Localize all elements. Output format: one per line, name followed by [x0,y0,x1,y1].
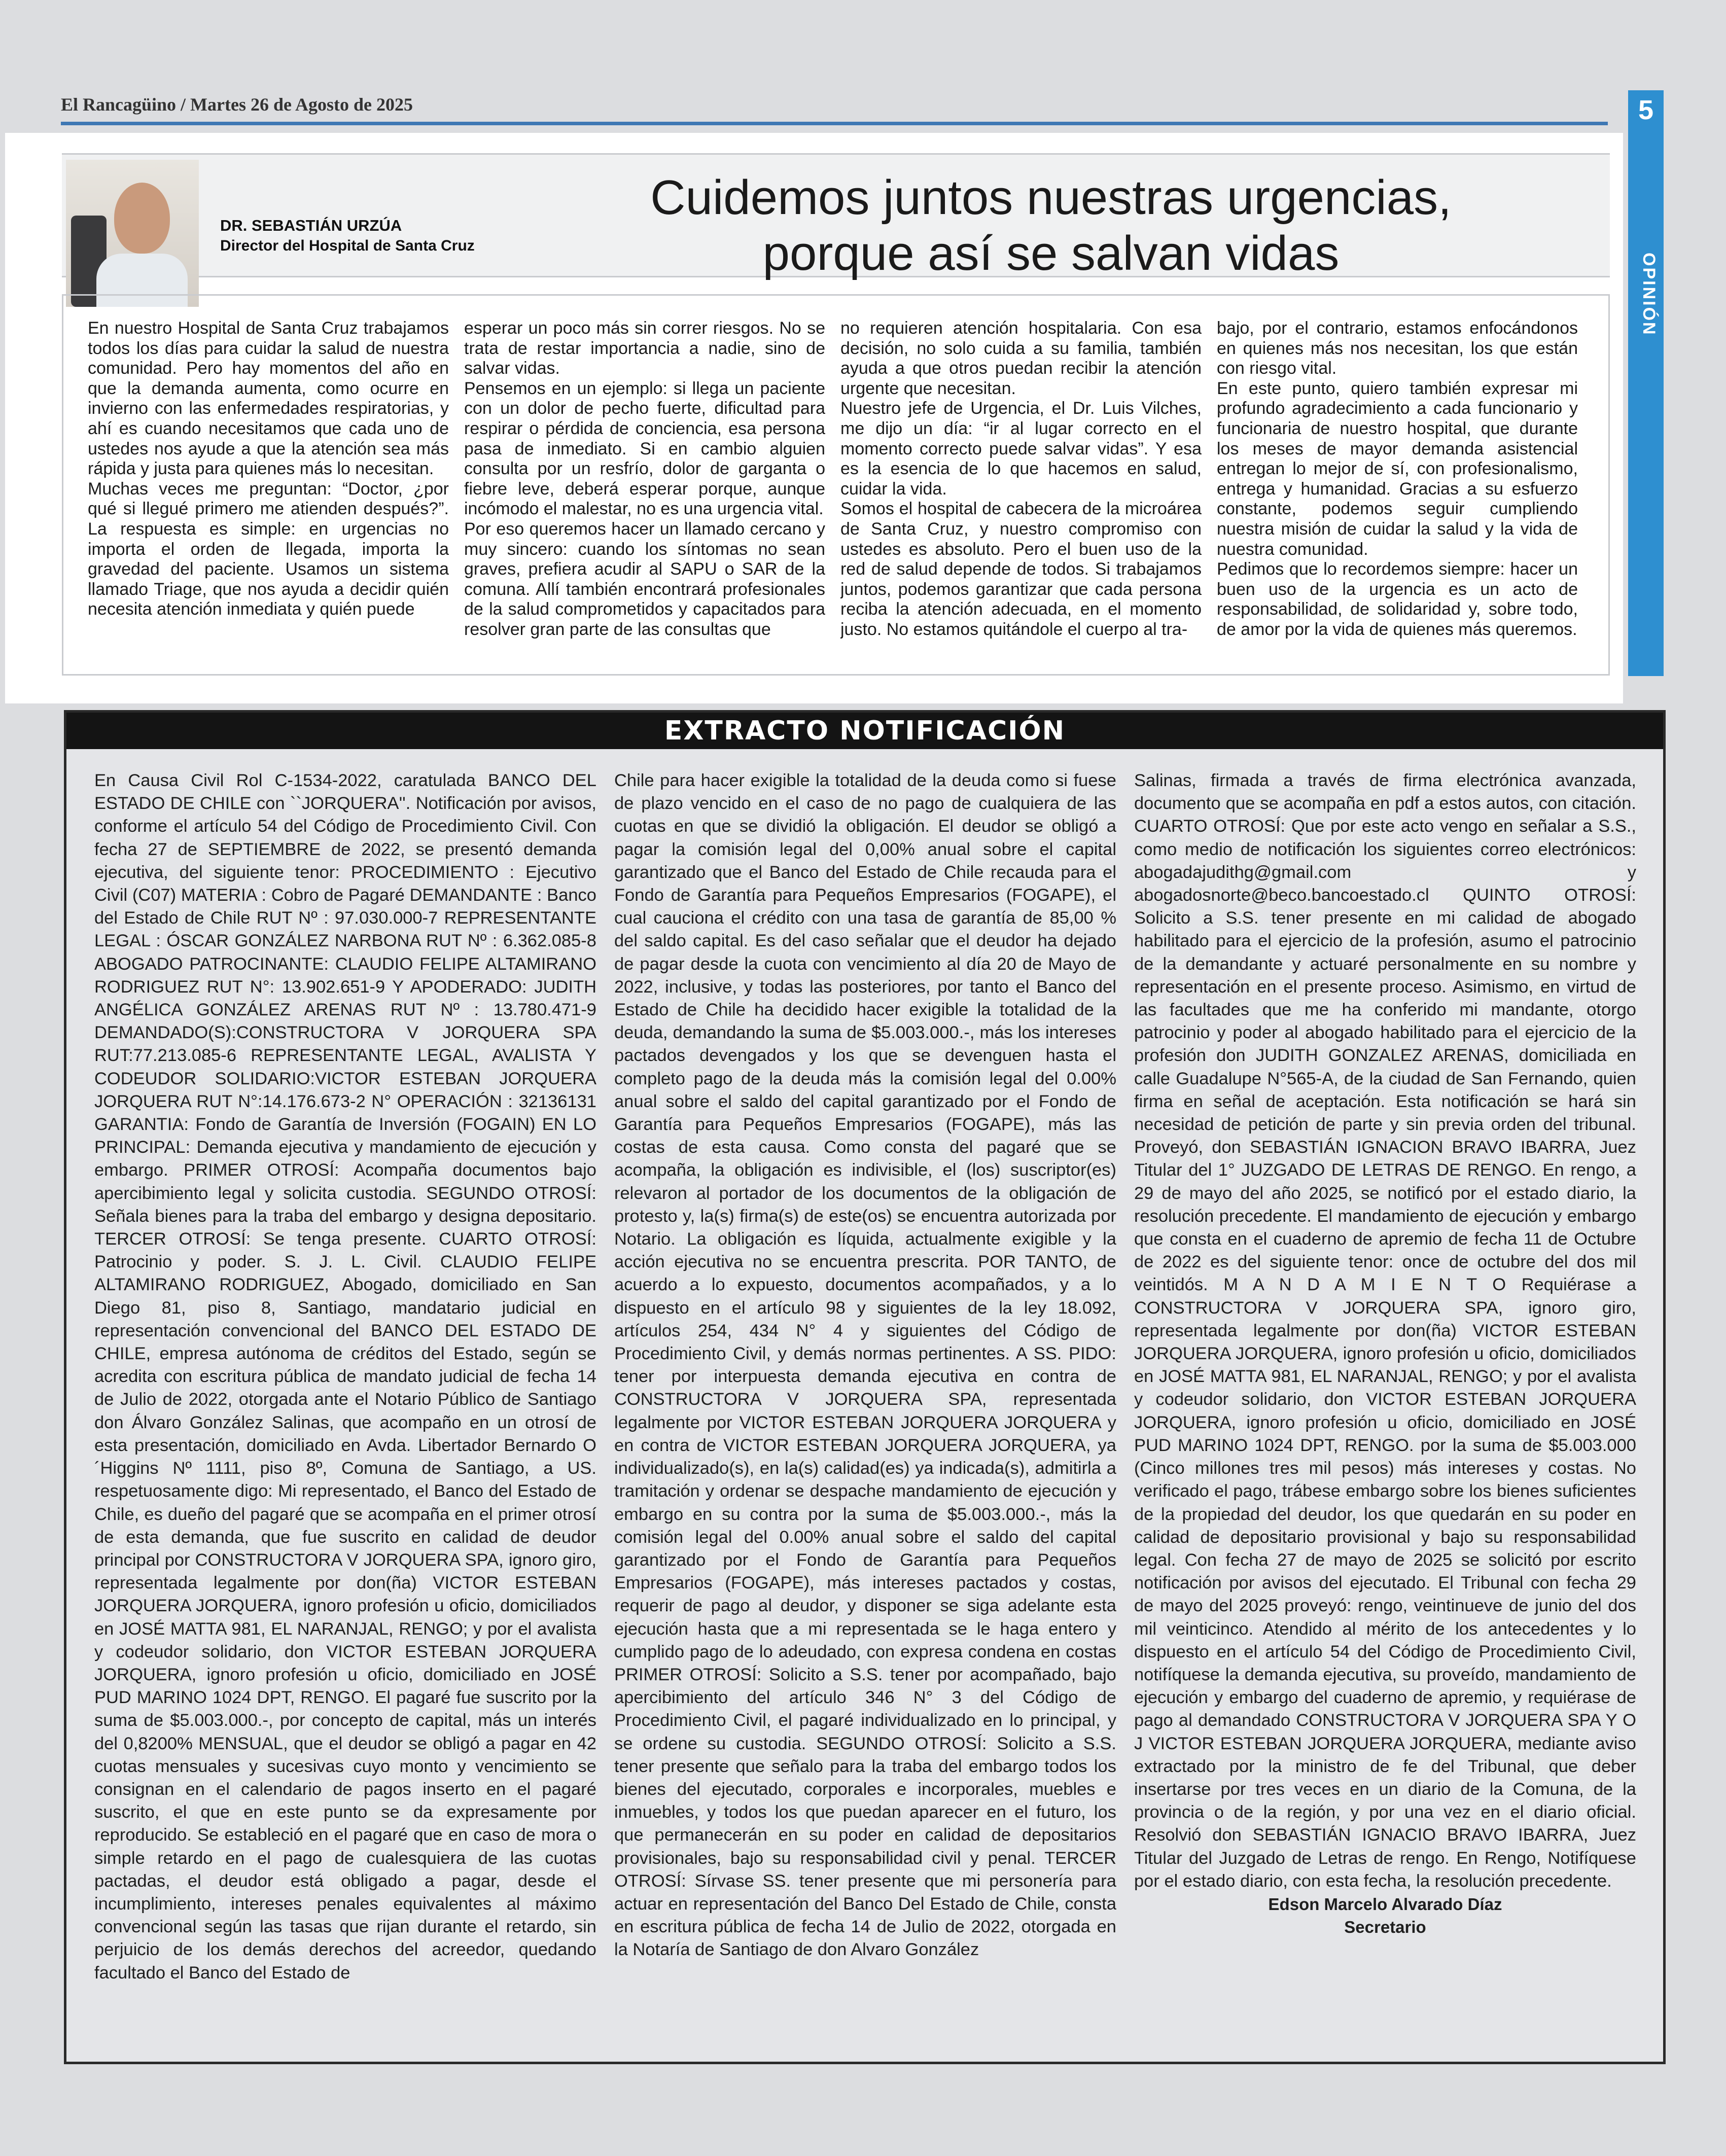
notice-column-2: Chile para hacer exigible la totalidad de la deuda como si fuese de plazo vencido en el caso de no pago de cualquiera de las cuotas en que se dividió la obligación. El deudor se obligó a pagar la comisión legal del 0,00% anual sobre el capital garantizado que el Banco del Estado de Chile recauda para el Fondo de Garantía para Pequeños Empresarios (FOGAPE), el cual cauciona el crédito con una tasa de garantía de 85,00 % del saldo capital. Es del caso señalar que el deudor ha dejado de pagar desde la cuota con vencimiento al día 20 de Mayo de 2022, inclusive, y todas las posteriores, por tanto el Banco del Estado de Chile ha decidido hacer exigible la totalidad de la deuda, demandando la suma de $5.003.000.-, más los intereses pactados devengados y los que se devenguen hasta el completo pago de la deuda más la comisión legal del 0.00% anual sobre el saldo del capital garantizado por el Fondo de Garantía para Pequeños Empresarios (FOGAPE), más las costas de esta causa. Como consta del pagaré que se acompaña, la obligación es indivisible, el (los) suscriptor(es) relevaron al portador de los documentos de la obligación de protesto y, la(s) firma(s) de este(os) se encuentra autorizada por Notario. La obligación es líquida, actualmente exigible y la acción ejecutiva no se encuentra prescrita. POR TANTO, de acuerdo a lo expuesto, documentos acompañados, y a lo dispuesto en el artículo 98 y siguientes de la ley 18.092, artículos 254, 434 N° 4 y siguientes del Código de Procedimiento Civil, y demás normas pertinentes. A SS. PIDO: tener por interpuesta demanda ejecutiva en contra de CONSTRUCTORA V JORQUERA SPA, representada legalmente por VICTOR ESTEBAN JORQUERA JORQUERA y en contra de VICTOR ESTEBAN JORQUERA JORQUERA, ya individualizado(s), en la(s) calidad(es) ya indicada(s), admitirla a tramitación y ordenar se despache mandamiento de ejecución y embargo en su contra por la suma de $5.003.000.-, más la comisión legal del 0.00% anual sobre el saldo del capital garantizado por el Fondo de Garantía para Pequeños Empresarios (FOGAPE), más intereses pactados y costas, requerir de pago al deudor, y disponer se siga adelante esta ejecución hasta que a mi representada se le haga entero y cumplido pago de lo adeudado, con expresa condena en costas PRIMER OTROSÍ: Solicito a S.S. tener por acompañado, bajo apercibimiento del artículo 346 N° 3 del Código de Procedimiento Civil, el pagaré individualizado en lo principal, y se ordene su custodia. SEGUNDO OTROSÍ: Solicito a S.S. tener presente que señalo para la traba del embargo todos los bienes del ejecutado, corporales e incorporales, muebles e inmuebles, y todos los que puedan aparecer en el futuro, los que permanecerán en su poder en calidad de depositarios provisionales, bajo su responsabilidad civil y penal. TERCER OTROSÍ: Sírvase SS. tener presente que mi personería para actuar en representación del Banco Del Estado de Chile, consta en escritura pública de fecha 14 de Julio de 2022, otorgada en la Notaría de Santiago de don Alvaro González [614,771,1116,1960]
headline-line-1: Cuidemos juntos nuestras urgencias, [650,170,1452,225]
paragraph: En nuestro Hospital de Santa Cruz trabajamos todos los días para cuidar la salud de nuestra comunidad. Pero hay momentos del año en que la demanda aumenta, como ocurre en invierno con las enfermedades respiratorias, y ahí es cuando necesitamos que cada uno de ustedes nos ayude a que la atención sea más rápida y justa para quienes más lo necesitan. [88,319,449,479]
notice-column-3 [1134,769,1636,2037]
paragraph: Por eso queremos hacer un llamado cercano y muy sincero: cuando los síntomas no sean graves, prefiera acudir al SAPU o SAR de la comuna. Allí también encontrará profesionales de la salud comprometidos y capacitados para resolver gran parte de las consultas que [464,519,825,639]
article-body [62,294,1610,676]
paragraph: no requieren atención hospitalaria. Con esa decisión, no solo cuida a su familia, también ayuda a que otros puedan recibir la atención urgente que necesitan. [840,319,1202,398]
paragraph: bajo, por el contrario, estamos enfocándonos en quienes más nos necesitan, los que están con riesgo vital. [1217,319,1578,378]
paragraph: Pensemos en un ejemplo: si llega un paciente con un dolor de pecho fuerte, dificultad para respirar o pérdida de conciencia, esa persona pasa de inmediato. Si en cambio alguien consulta por un resfrío, dolor de garganta o fiebre leve, deberá esperar porque, aunque incómodo el malestar, no es una urgencia vital. [464,378,825,519]
running-head: El Rancagüino / Martes 26 de Agosto de 2025 [61,94,413,115]
article-column-3 [840,319,1202,668]
headline-line-2: porque así se salvan vidas [762,226,1340,280]
paragraph: esperar un poco más sin correr riesgos. No se trata de restar importancia a nadie, sino de salvar vidas. [464,319,825,378]
notice-title: EXTRACTO NOTIFICACIÓN [66,713,1663,749]
article-column-1 [88,319,449,668]
paragraph: Pedimos que lo recordemos siempre: hacer un buen uso de la urgencia es un acto de responsabilidad, de solidaridad y, sobre todo, de amor por la vida de quienes más queremos. [1217,559,1578,639]
author-photo [66,160,199,307]
paragraph: Nuestro jefe de Urgencia, el Dr. Luis Vilches, me dijo un día: “ir al lugar correcto en el momento correcto puede salvar vidas”. Y esa es la esencia de lo que hacemos en salud, cuidar la vida. [840,399,1202,499]
title-bar [62,153,1610,280]
signer-name: Edson Marcelo Alvarado Díaz [1268,1894,1502,1914]
author-byline [220,216,504,256]
article-column-2 [464,319,825,668]
paragraph: En este punto, quiero también expresar mi profundo agradecimiento a cada funcionario y funcionaria de nuestro hospital, que durante los meses de mayor demanda asistencial entregan lo mejor de sí, con profesionalismo, entrega y humanidad. Gracias a su esfuerzo constante, podemos seguir cumpliendo nuestra misión de cuidar la salud y la vida de nuestra comunidad. [1217,378,1578,559]
article-column-4 [1217,319,1578,668]
author-role: Director del Hospital de Santa Cruz [220,237,475,254]
page-number: 5 [1638,95,1654,125]
paragraph: Muchas veces me preguntan: “Doctor, ¿por qué si llegué primero me atienden después?”. La respuesta es simple: en urgencias no importa el orden de llegada, importa la gravedad del paciente. Usamos un sistema llamado Triage, que nos ayuda a decidir quién necesita atención inmediata y quién puede [88,479,449,619]
section-label: OPINIÓN [1639,253,1659,336]
opinion-article [5,133,1623,703]
headline [518,170,1583,281]
notice-column-3-text: Salinas, firmada a través de firma electrónica avanzada, documento que se acompaña en pdf a estos autos, con citación. CUARTO OTROSÍ: Que por este acto vengo en señalar a S.S., como medio de notificación los siguientes correo electrónicos: abogadajudithg@gmail.com y abogadosnorte@beco.bancoestado.cl QUINTO OTROSÍ: Solicito a S.S. tener presente en mi calidad de abogado habilitado para el ejercicio de la profesión, asumo el patrocinio de la demandante y actuaré personalmente en su nombre y representación en el presente proceso. Asimismo, en virtud de las facultades que me ha conferido mi mandante, otorgo patrocinio y poder al abogado habilitado para el ejercicio de la profesión don JUDITH GONZALEZ ARENAS, domiciliada en calle Guadalupe N°565-A, de la ciudad de San Fernando, quien firma en señal de aceptación. Esta notificación se hará sin necesidad de petición de parte y sin previa orden del tribunal. Proveyó, don SEBASTIÁN IGNACION BRAVO IBARRA, Juez Titular del 1° JUZGADO DE LETRAS DE RENGO. En rengo, a 29 de mayo del año 2025, se notificó por el estado diario, la resolución precedente. El mandamiento de ejecución y embargo que consta en el cuaderno de apremio de fecha 11 de Octubre de 2022 es del siguiente tenor: once de octubre del dos mil veintidós. M A N D A M I E N T O Requiérase a CONSTRUCTORA V JORQUERA SPA, ignoro giro, representada legalmente por don(ña) VICTOR ESTEBAN JORQUERA JORQUERA, ignoro profesión u oficio, domiciliados en JOSÉ MATTA 981, EL NARANJAL, RENGO; y por el avalista y codeudor solidario, don VICTOR ESTEBAN JORQUERA JORQUERA, ignoro profesión u oficio, domiciliado en JOSÉ PUD MARINO 1024 DPT, RENGO. por la suma de $5.003.000 (Cinco millones tres mil pesos) más intereses y costas. No verificado el pago, trábese embargo sobre los bienes suficientes de la propiedad del deudor, los que quedarán en su poder en calidad de depositario provisional y bajo su responsabilidad legal. Con fecha 27 de mayo de 2025 se solicitó por escrito notificación por avisos del ejecutado. El Tribunal con fecha 29 de mayo del 2025 proveyó: rengo, veintinueve de junio del dos mil veinticinco. Atendido al mérito de los antecedentes y lo dispuesto en el artículo 54 del Código de Procedimiento Civil, notifíquese la demanda ejecutiva, su proveído, mandamiento de ejecución y embargo del cuaderno de apremio, y requiérase de pago al demandado CONSTRUCTORA V JORQUERA SPA Y O J VICTOR ESTEBAN JORQUERA JORQUERA, mediante aviso extractado por la ministro de fe del Tribunal, que deber insertarse por tres veces en un diario de la Comuna, de la provincia o de la región, y por una vez en el diario oficial. Resolvió don SEBASTIÁN IGNACIO BRAVO IBARRA, Juez Titular del Juzgado de Letras de rengo. En Rengo, Notifíquese por el estado diario, con esta fecha, la resolución precedente. [1134,771,1636,1891]
legal-notice [64,710,1666,2064]
notice-column-1: En Causa Civil Rol C-1534-2022, caratulada BANCO DEL ESTADO DE CHILE con ``JORQUERA''. Notificación por avisos, conforme el artículo 54 del Código de Procedimiento Civil. Con fecha 27 de SEPTIEMBRE de 2022, se presentó demanda ejecutiva, del siguiente tenor: PROCEDIMIENTO : Ejecutivo Civil (C07) MATERIA : Cobro de Pagaré DEMANDANTE : Banco del Estado de Chile RUT Nº : 97.030.000-7 REPRESENTANTE LEGAL : ÓSCAR GONZÁLEZ NARBONA RUT Nº : 6.362.085-8 ABOGADO PATROCINANTE: CLAUDIO FELIPE ALTAMIRANO RODRIGUEZ RUT N°: 13.902.651-9 Y APODERADO: JUDITH ANGÉLICA GONZÁLEZ ARENAS RUT Nº : 13.780.471-9 DEMANDADO(S):CONSTRUCTORA V JORQUERA SPA RUT:77.213.085-6 REPRESENTANTE LEGAL, AVALISTA Y CODEUDOR SOLIDARIO:VICTOR ESTEBAN JORQUERA JORQUERA RUT N°:14.176.673-2 N° OPERACIÓN : 32136131 GARANTIA: Fondo de Garantía de Inversión (FOGAIN) EN LO PRINCIPAL: Demanda ejecutiva y mandamiento de ejecución y embargo. PRIMER OTROSÍ: Acompaña documentos bajo apercibimiento legal y solicita custodia. SEGUNDO OTROSÍ: Señala bienes para la traba del embargo y designa depositario. TERCER OTROSÍ: Se tenga presente. CUARTO OTROSÍ: Patrocinio y poder. S. J. L. Civil. CLAUDIO FELIPE ALTAMIRANO RODRIGUEZ, Abogado, domiciliado en San Diego 81, piso 8, Santiago, mandatario judicial en representación convencional del BANCO DEL ESTADO DE CHILE, empresa autónoma de créditos del Estado, según se acredita con escritura pública de mandato judicial de fecha 14 de Julio de 2022, otorgada ante el Notario Público de Santiago don Álvaro González Salinas, que acompaño en un otrosí de esta presentación, domiciliado en Avda. Libertador Bernardo O´Higgins Nº 1111, piso 8º, Comuna de Santiago, a US. respetuosamente digo: Mi representado, el Banco del Estado de Chile, es dueño del pagaré que se acompaña en el primer otrosí de esta demanda, que fue suscrito en calidad de deudor principal por CONSTRUCTORA V JORQUERA SPA, ignoro giro, representada legalmente por don(ña) VICTOR ESTEBAN JORQUERA JORQUERA, ignoro profesión u oficio, domiciliados en JOSÉ MATTA 981, EL NARANJAL, RENGO; y por el avalista y codeudor solidario, don VICTOR ESTEBAN JORQUERA JORQUERA, ignoro profesión u oficio, domiciliado en JOSÉ PUD MARINO 1024 DPT, RENGO. El pagaré fue suscrito por la suma de $5.003.000.-, por concepto de capital, más un interés del 0,8200% MENSUAL, que el deudor se obligó a pagar en 42 cuotas mensuales y sucesivas cuyo monto y vencimiento se consignan en el calendario de pagos inserto en el pagaré suscrito, el que en este punto se da expresamente por reproducido. Se estableció en el pagaré que en caso de mora o simple retardo en el pago de cualesquiera de las cuotas pactadas, el deudor está obligado a pagar, desde el incumplimiento, intereses penales equivalentes al máximo convencional según las tasas que rijan durante el retardo, sin perjuicio de los demás derechos del acreedor, quedando facultado el Banco del Estado de [94,771,596,1983]
signer-role: Secretario [1344,1918,1426,1937]
author-name: DR. SEBASTIÁN URZÚA [220,217,402,234]
page-tab [1628,90,1664,676]
header-rule [61,122,1608,125]
paragraph: Somos el hospital de cabecera de la microárea de Santa Cruz, y nuestro compromiso con ustedes es absoluto. Pero el buen uso de la red de salud depende de todos. Si trabajamos juntos, podemos garantizar que cada persona reciba la atención adecuada, en el momento justo. No estamos quitándole el cuerpo al tra- [840,499,1202,639]
